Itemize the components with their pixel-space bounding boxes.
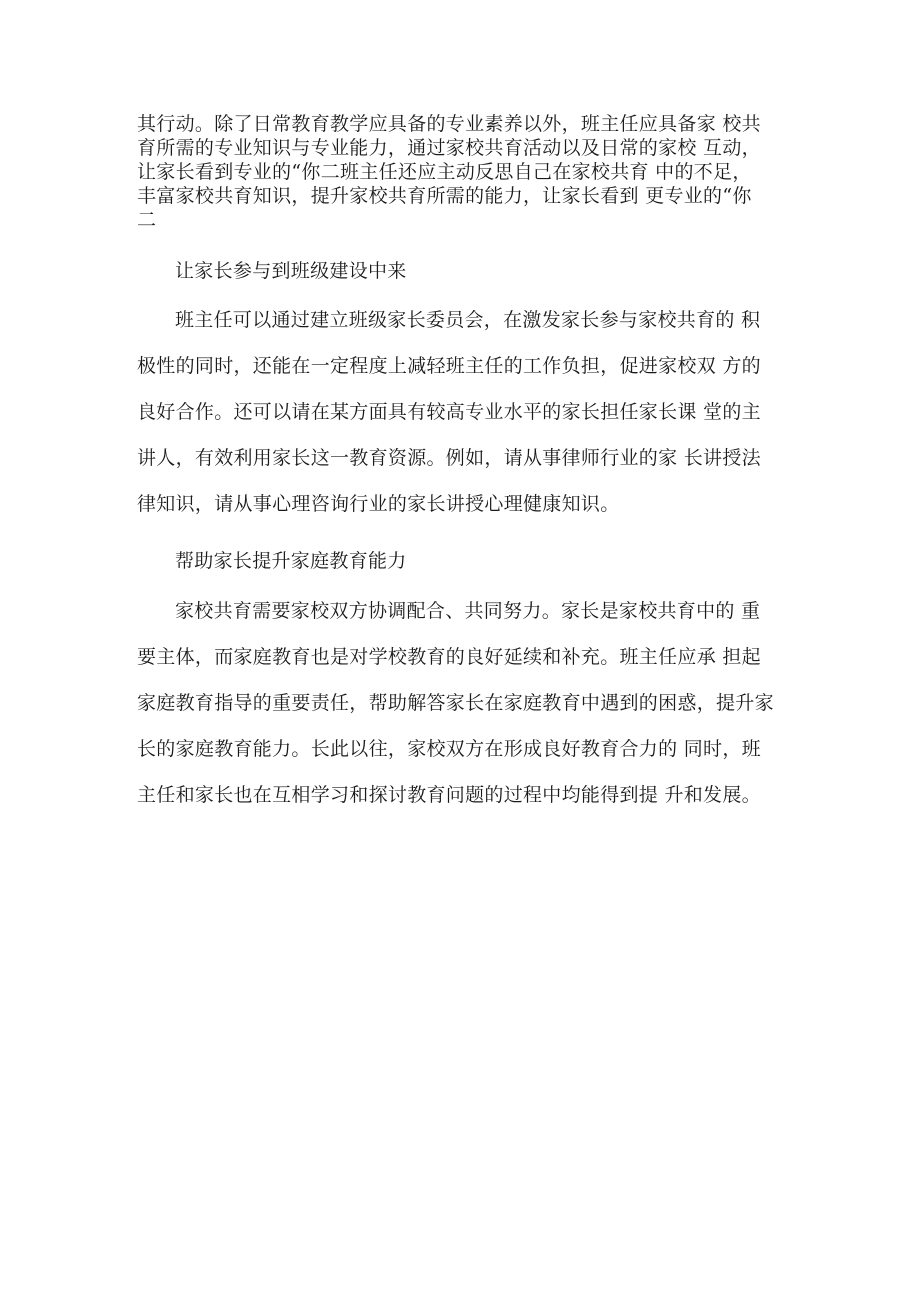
section-heading-parent-involvement: 让家长参与到班级建设中来	[175, 260, 407, 282]
text-line: 家庭教育指导的重要责任，帮助解答家长在家庭教育中遇到的困惑，提升家	[137, 692, 774, 714]
section-parent-involvement-body	[137, 297, 761, 527]
text-line: 家校共育需要家校双方协调配合、共同努力。家长是家校共育中的 重	[175, 600, 761, 622]
text-line: 长的家庭教育能力。长此以往，家校双方在形成良好教育合力的 同时，班	[137, 738, 761, 760]
section-heading-family-education: 帮助家长提升家庭教育能力	[175, 550, 407, 572]
text-line: 二	[137, 209, 157, 231]
text-line: 要主体，而家庭教育也是对学校教育的良好延续和补充。班主任应承 担起	[137, 646, 761, 668]
text-line: 主任和家长也在互相学习和探讨教育问题的过程中均能得到提 升和发展。	[137, 784, 761, 806]
text-line: 班主任可以通过建立班级家长委员会，在激发家长参与家校共育的 积	[175, 309, 761, 331]
intro-paragraph	[137, 112, 761, 232]
text-line: 育所需的专业知识与专业能力，通过家校共育活动以及日常的家校 互动，	[137, 137, 761, 159]
text-line: 讲人，有效利用家长这一教育资源。例如，请从事律师行业的家 长讲授法	[137, 447, 761, 469]
section-family-education-body	[137, 588, 774, 818]
text-line: 良好合作。还可以请在某方面具有较高专业水平的家长担任家长课 堂的主	[137, 401, 761, 423]
text-line: 让家长看到专业的“你二班主任还应主动反思自己在家校共育 中的不足，	[137, 161, 752, 183]
text-line: 丰富家校共育知识，提升家校共育所需的能力，让家长看到 更专业的“你	[137, 185, 752, 207]
text-line: 律知识，请从事心理咨询行业的家长讲授心理健康知识。	[137, 493, 620, 515]
text-line: 其行动。除了日常教育教学应具备的专业素养以外，班主任应具备家 校共	[137, 113, 761, 135]
text-line: 极性的同时，还能在一定程度上减轻班主任的工作负担，促进家校双 方的	[137, 355, 761, 377]
